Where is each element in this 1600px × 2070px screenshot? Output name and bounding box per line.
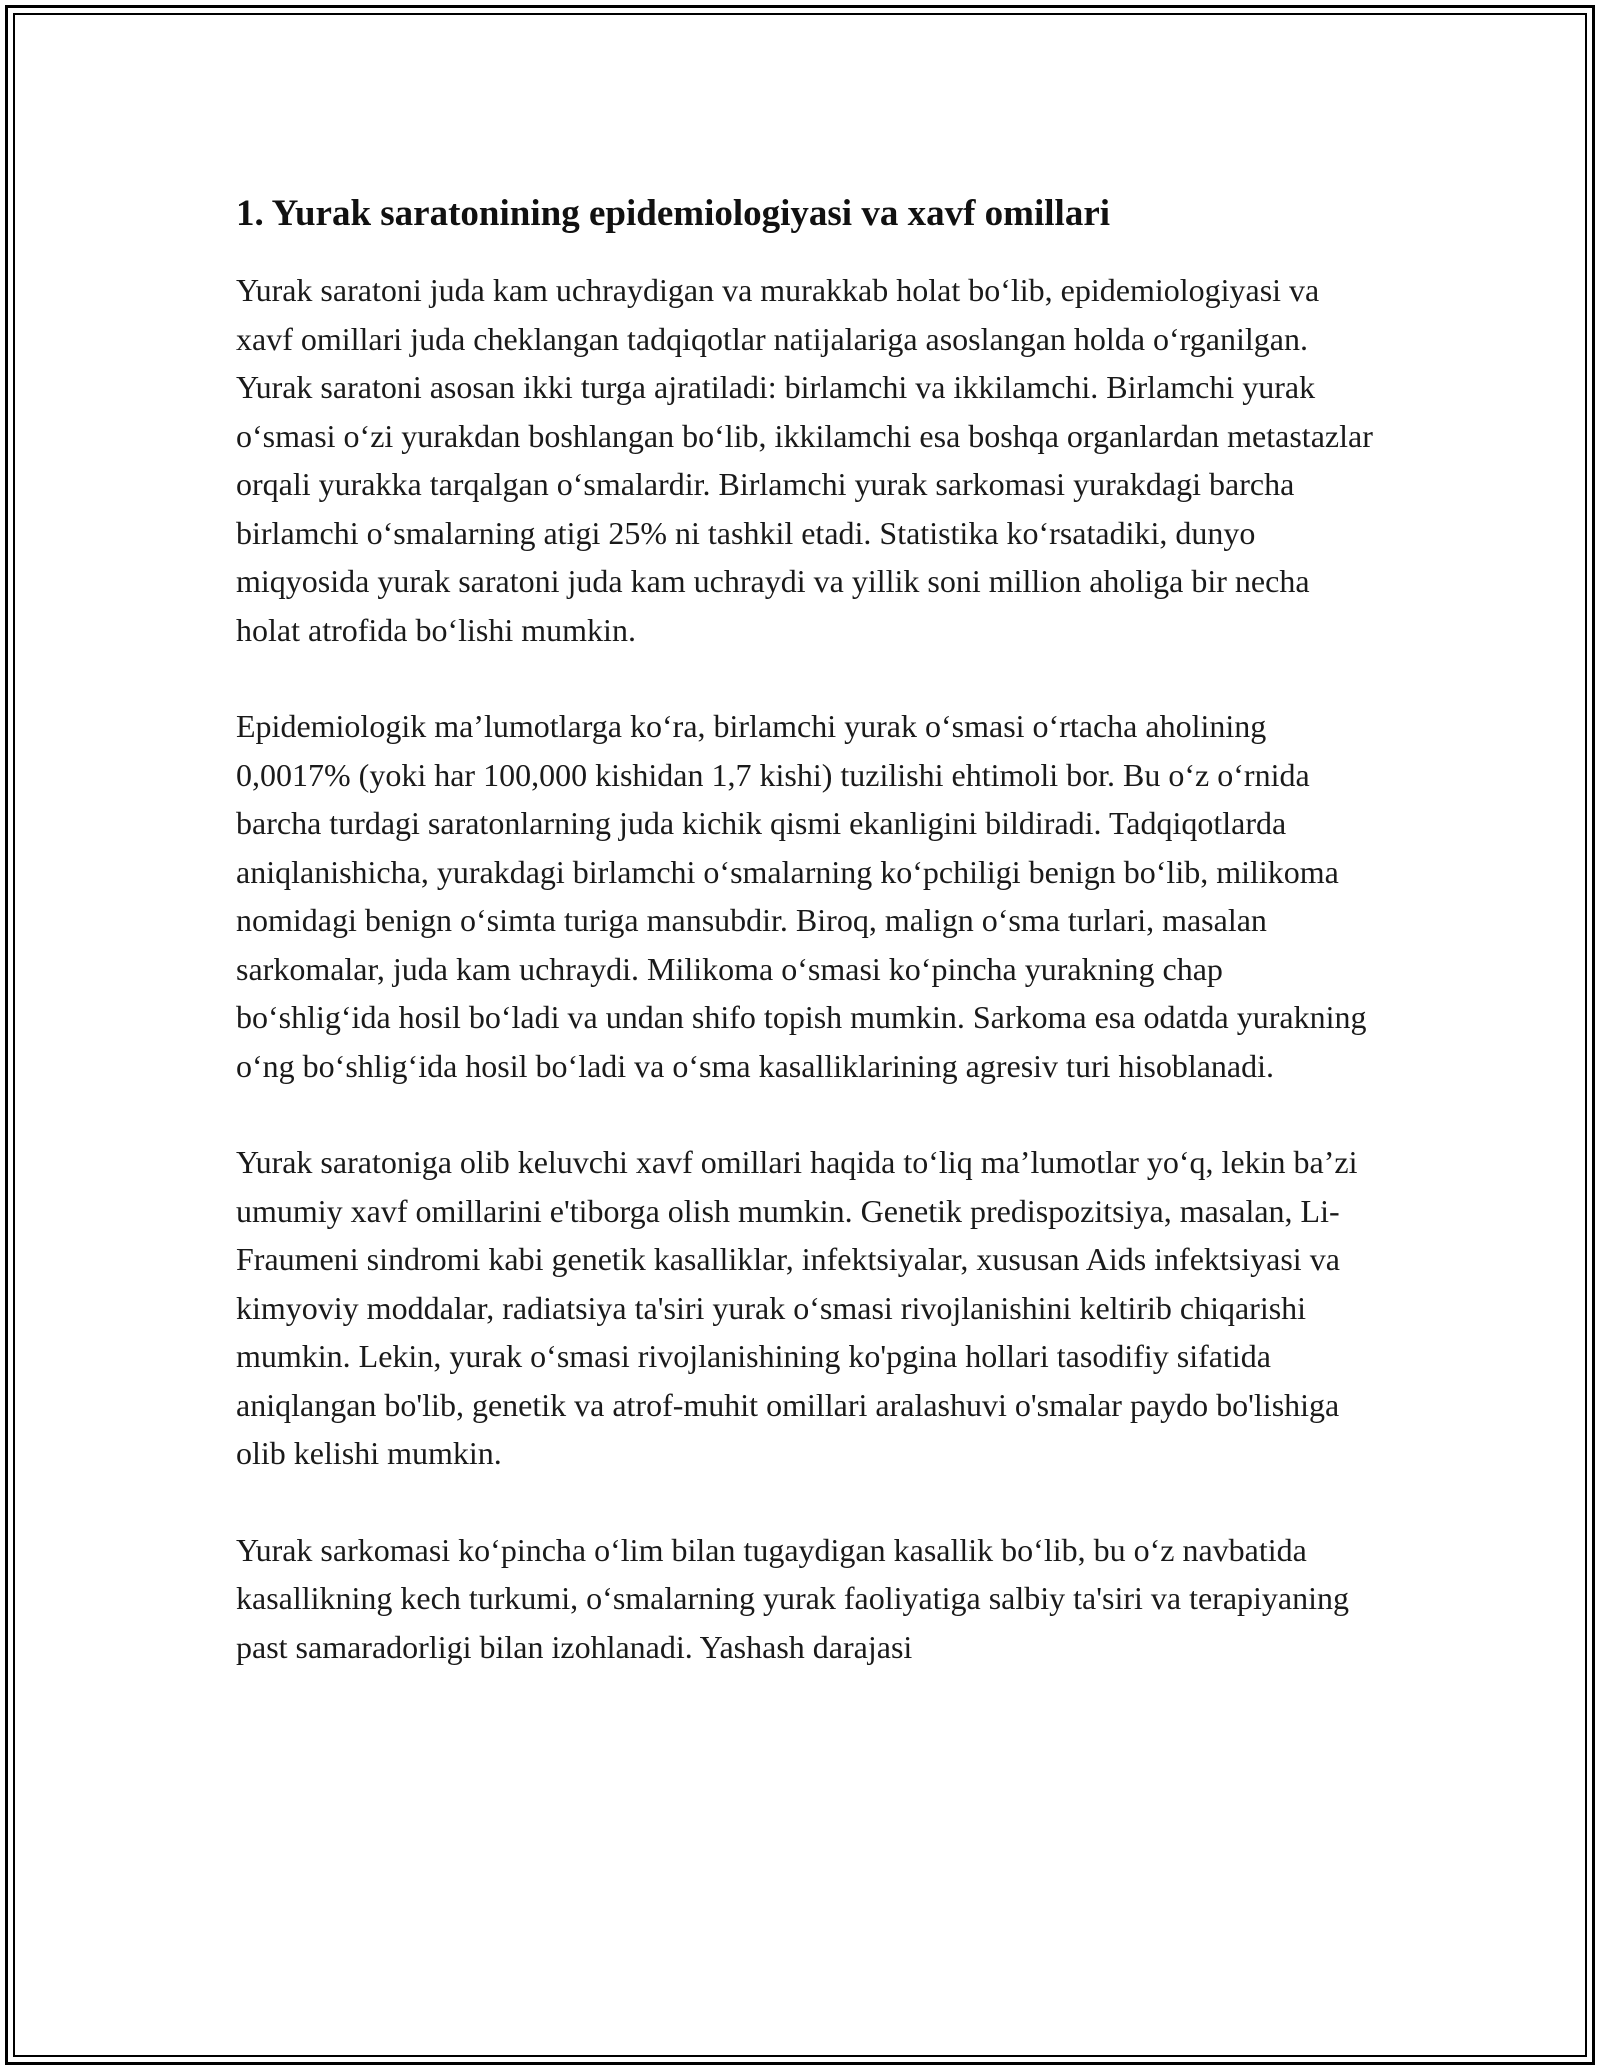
- document-body: [236, 188, 1376, 1719]
- section-heading: 1. Yurak saratonining epidemiologiyasi va xavf omillari: [236, 193, 1111, 234]
- paragraph-1: Yurak saratoni juda kam uchraydigan va murakkab holat boʻlib, epidemiologiyasi va xavf omillari juda cheklangan tadqiqotlar natijalariga asoslangan holda oʻrganilgan. Yurak saratoni asosan ikki turga ajratiladi: birlamchi va ikkilamchi. Birlamchi yurak oʻsmasi oʻzi yurakdan boshlangan boʻlib, ikkilamchi esa boshqa organlardan metastazlar orqali yurakka tarqalgan oʻsmalardir. Birlamchi yurak sarkomasi yurakdagi barcha birlamchi oʻsmalarning atigi 25% ni tashkil etadi. Statistika koʻrsatadiki, dunyo miqyosida yurak saratoni juda kam uchraydi va yillik soni million aholiga bir necha holat atrofida boʻlishi mumkin.: [236, 272, 1373, 648]
- paragraph-4: Yurak sarkomasi koʻpincha oʻlim bilan tugaydigan kasallik boʻlib, bu oʻz navbatida kasallikning kech turkumi, oʻsmalarning yurak faoliyatiga salbiy ta'siri va terapiyaning past samaradorligi bilan izohlanadi. Yashash darajasi: [236, 1531, 1350, 1665]
- paragraph-2: Epidemiologik maʼlumotlarga koʻra, birlamchi yurak oʻsmasi oʻrtacha aholining 0,0017% (yoki har 100,000 kishidan 1,7 kishi) tuzilishi ehtimoli bor. Bu oʻz oʻrnida barcha turdagi saratonlarning juda kichik qismi ekanligini bildiradi. Tadqiqotlarda aniqlanishicha, yurakdagi birlamchi oʻsmalarning koʻpchiligi benign boʻlib, milikoma nomidagi benign oʻsimta turiga mansubdir. Biroq, malign oʻsma turlari, masalan sarkomalar, juda kam uchraydi. Milikoma oʻsmasi koʻpincha yurakning chap boʻshligʻida hosil boʻladi va undan shifo topish mumkin. Sarkoma esa odatda yurakning oʻng boʻshligʻida hosil boʻladi va oʻsma kasalliklarining agresiv turi hisoblanadi.: [236, 708, 1367, 1084]
- paragraph-3: Yurak saratoniga olib keluvchi xavf omillari haqida toʻliq maʼlumotlar yoʻq, lekin baʼzi umumiy xavf omillarini e'tiborga olish mumkin. Genetik predispozitsiya, masalan, Li-Fraumeni sindromi kabi genetik kasalliklar, infektsiyalar, xususan Aids infektsiyasi va kimyoviy moddalar, radiatsiya ta'siri yurak oʻsmasi rivojlanishini keltirib chiqarishi mumkin. Lekin, yurak oʻsmasi rivojlanishining ko'pgina hollari tasodifiy sifatida aniqlangan bo'lib, genetik va atrof-muhit omillari aralashuvi o'smalar paydo bo'lishiga olib kelishi mumkin.: [236, 1144, 1358, 1471]
